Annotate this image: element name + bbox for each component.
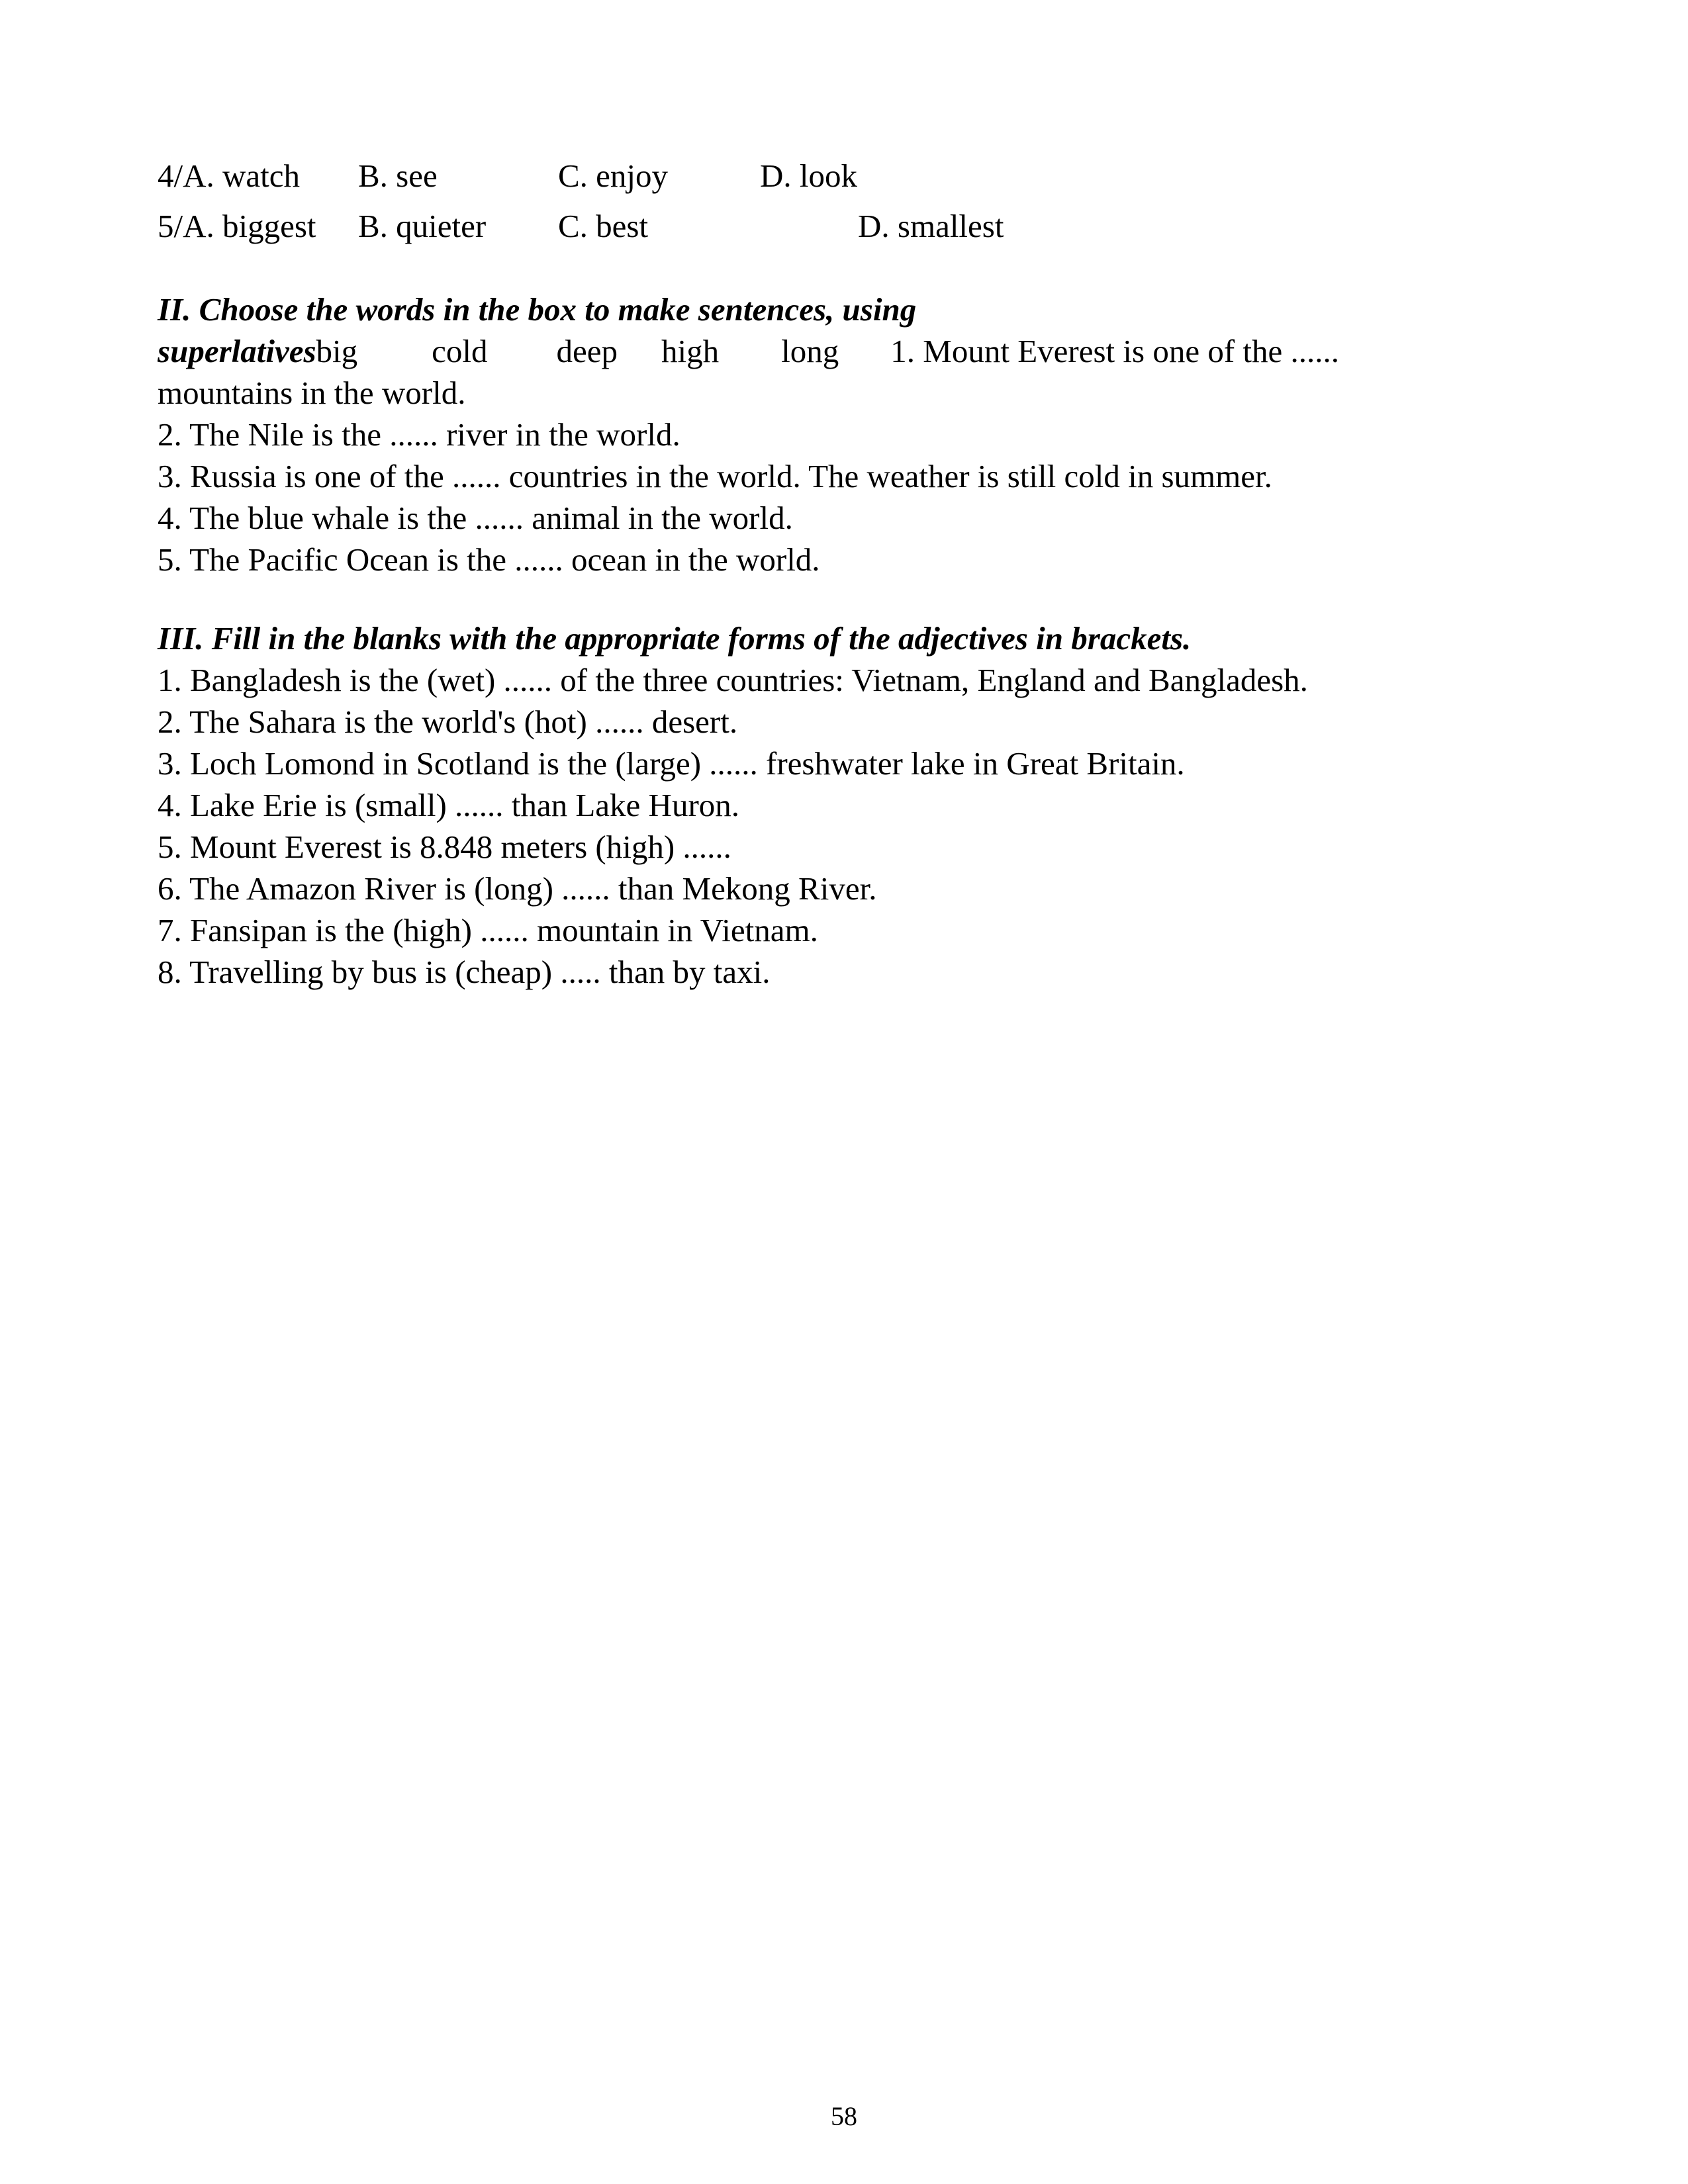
page-number: 58	[831, 2101, 857, 2131]
exercise2-sentence-1-continued: mountains in the world.	[158, 375, 466, 411]
exercise2-sentence-5: 5. The Pacific Ocean is the ...... ocean in the world.	[158, 541, 820, 578]
mcq-question-5: 5/A. biggest	[158, 208, 316, 244]
box-word-long: long	[781, 333, 839, 369]
exercise3-sentence-6: 6. The Amazon River is (long) ...... than Mekong River.	[158, 870, 877, 907]
box-word-cold: cold	[432, 333, 488, 369]
section2-box-line	[158, 330, 1620, 372]
page-content	[158, 151, 1620, 993]
exercise3-sentence-1: 1. Bangladesh is the (wet) ...... of the three countries: Vietnam, England and Bangladesh.	[158, 662, 1308, 698]
mcq-option-5d: D. smallest	[858, 208, 1004, 244]
mcq-option-5c: C. best	[558, 208, 649, 244]
exercise2-sentence-1: 1. Mount Everest is one of the ......	[890, 333, 1340, 369]
section3-heading: III. Fill in the blanks with the appropriate forms of the adjectives in brackets.	[158, 620, 1192, 657]
box-word-deep: deep	[556, 333, 618, 369]
exercise2-sentence-4: 4. The blue whale is the ...... animal in the world.	[158, 500, 793, 536]
mcq-option-4d: D. look	[760, 158, 857, 194]
exercise3-sentence-5: 5. Mount Everest is 8.848 meters (high) ......	[158, 829, 731, 865]
superlatives-label: superlatives	[158, 333, 316, 369]
box-word-big: big	[316, 333, 358, 369]
mcq-row-4	[158, 151, 1620, 201]
box-word-high: high	[661, 333, 720, 369]
exercise3-sentence-2: 2. The Sahara is the world's (hot) ...... desert.	[158, 704, 738, 740]
exercise3-sentence-7: 7. Fansipan is the (high) ...... mountain in Vietnam.	[158, 912, 818, 948]
mcq-question-4: 4/A. watch	[158, 158, 300, 194]
mcq-option-5b: B. quieter	[358, 208, 487, 244]
mcq-option-4b: B. see	[358, 158, 438, 194]
exercise2-sentence-2: 2. The Nile is the ...... river in the world.	[158, 416, 680, 453]
section2-heading: II. Choose the words in the box to make sentences, using	[158, 291, 917, 328]
exercise2-sentence-3: 3. Russia is one of the ...... countries in the world. The weather is still cold in summer.	[158, 458, 1272, 494]
mcq-row-5	[158, 201, 1620, 251]
mcq-option-4c: C. enjoy	[558, 158, 669, 194]
exercise3-sentence-8: 8. Travelling by bus is (cheap) ..... than by taxi.	[158, 954, 771, 990]
exercise3-sentence-3: 3. Loch Lomond in Scotland is the (large) ...... freshwater lake in Great Britain.	[158, 745, 1185, 782]
exercise3-sentence-4: 4. Lake Erie is (small) ...... than Lake Huron.	[158, 787, 740, 823]
